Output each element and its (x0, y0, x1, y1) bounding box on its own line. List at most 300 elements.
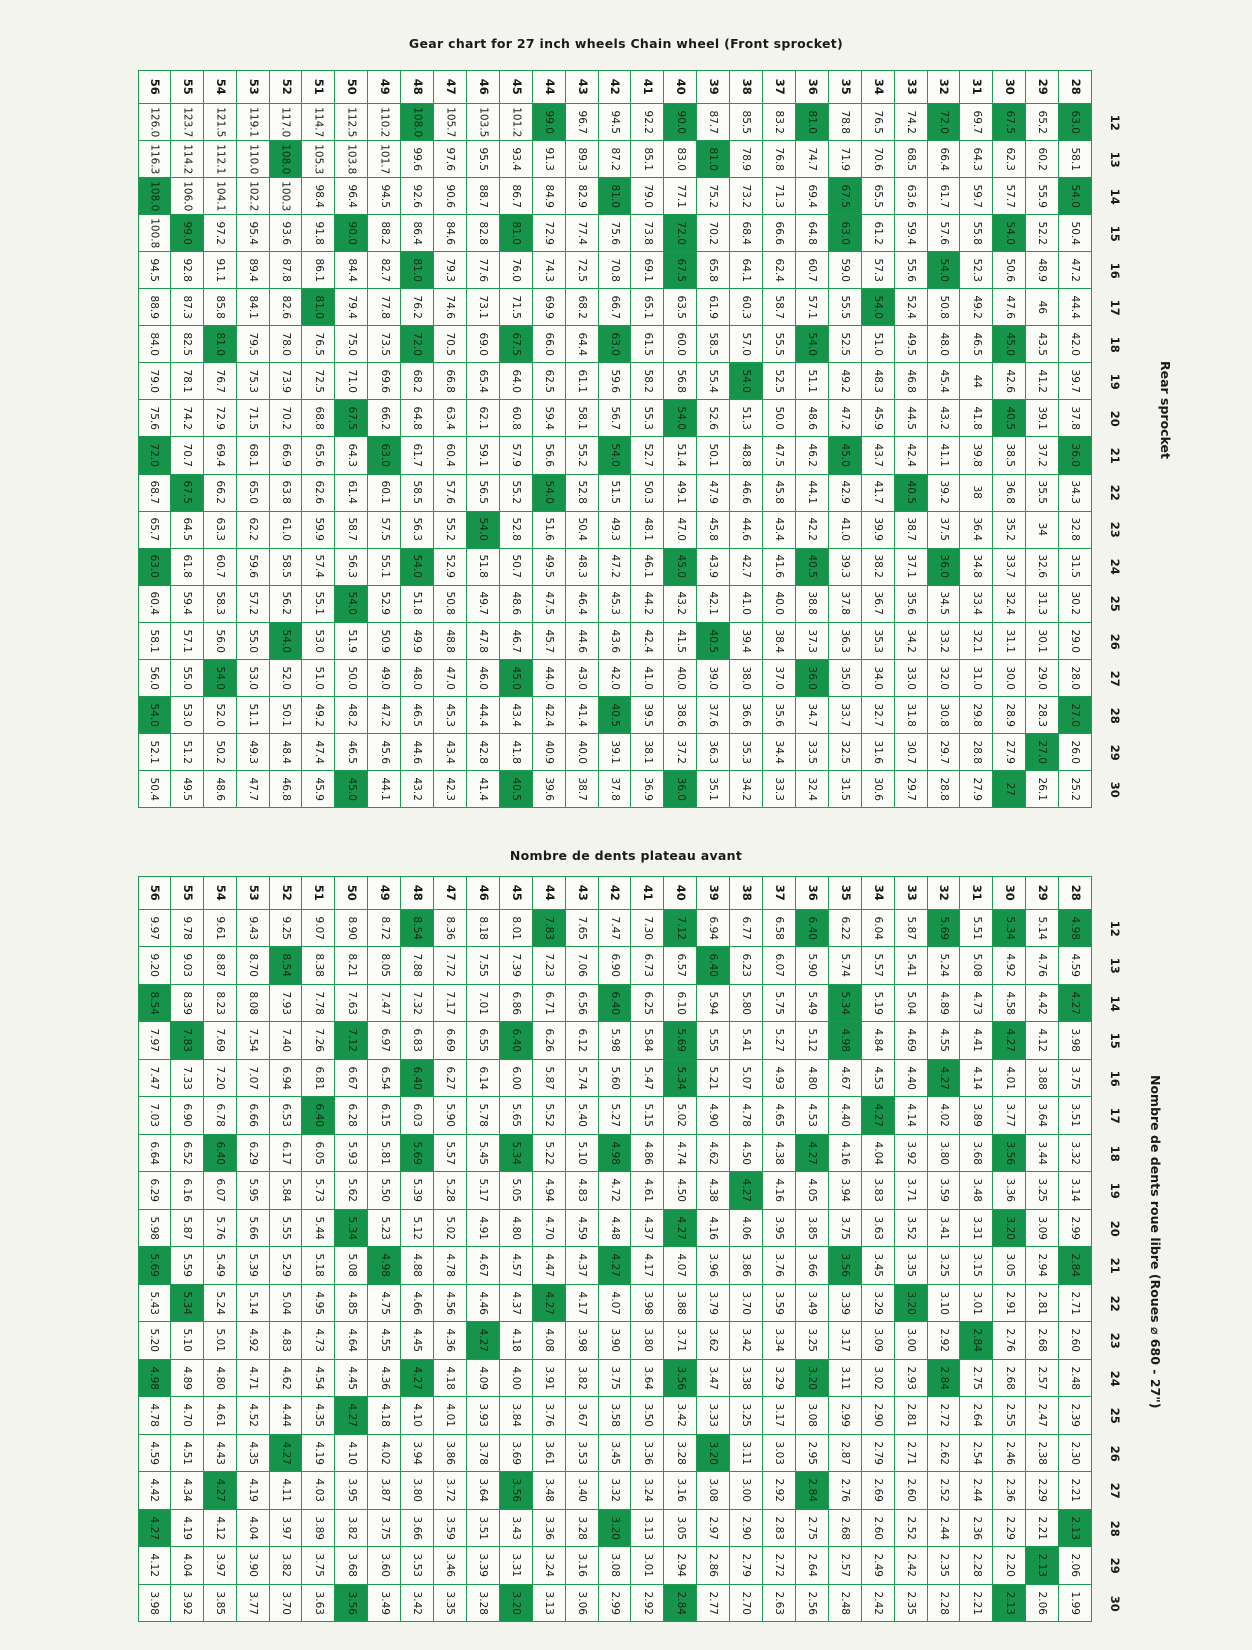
gear-value-cell-text: 82.5 (181, 332, 194, 357)
gear-value-cell (1026, 437, 1059, 474)
gear-value-cell-text: 102.2 (246, 181, 259, 212)
gear-value-cell-text: 76.0 (510, 258, 523, 282)
gear-value-cell-text: 51.0 (871, 332, 884, 357)
gear-value-cell (862, 697, 895, 734)
rear-teeth-label (1092, 1022, 1136, 1059)
gear-value-cell (171, 1172, 204, 1209)
gear-value-cell (730, 1247, 763, 1284)
gear-value-cell-text: 39.1 (608, 740, 621, 764)
gear-value-cell (664, 1585, 697, 1622)
gear-value-cell-text: 4.98 (378, 1253, 391, 1278)
gear-value-cell-text: 50.8 (937, 295, 950, 319)
gear-value-cell-text: 2.29 (1003, 1516, 1016, 1540)
gear-value-cell (599, 586, 632, 623)
gear-value-cell (730, 400, 763, 437)
gear-value-cell-text: 86.4 (411, 221, 424, 245)
gear-value-cell-text: 5.51 (970, 916, 983, 940)
gear-value-cell-text: 52.0 (213, 703, 226, 727)
gear-value-cell-text: 4.02 (378, 1441, 391, 1465)
gear-value-cell (138, 178, 171, 215)
gear-value-cell (928, 289, 961, 326)
gear-value-cell-text: 50.6 (1003, 258, 1016, 282)
gear-value-cell-text: 41.5 (674, 629, 687, 653)
gear-value-cell-text: 5.14 (246, 1291, 259, 1315)
gear-value-cell-text: 29.0 (1069, 629, 1082, 653)
gear-value-cell-text: 2.56 (806, 1591, 819, 1615)
gear-value-cell (730, 215, 763, 252)
gear-value-cell (829, 326, 862, 363)
gear-value-cell-text: 4.27 (411, 1366, 424, 1390)
gear-value-cell-text: 3.32 (608, 1478, 621, 1503)
gear-value-cell (763, 1360, 796, 1397)
gear-value-cell (960, 104, 993, 141)
gear-value-cell-text: 3.20 (608, 1516, 621, 1540)
gear-value-cell-text: 97.6 (444, 147, 457, 171)
gear-value-cell-text: 3.11 (740, 1441, 753, 1465)
gear-value-cell (467, 252, 500, 289)
gear-value-cell-text: 6.12 (575, 1028, 588, 1053)
gear-value-cell (599, 1172, 632, 1209)
gear-value-cell (302, 326, 335, 363)
gear-value-cell-text: 73.2 (740, 184, 753, 208)
front-teeth-header-text: 52 (279, 884, 294, 901)
gear-value-cell (270, 1247, 303, 1284)
gear-value-cell-text: 38.8 (806, 591, 819, 616)
gear-value-cell-text: 3.71 (904, 1178, 917, 1203)
gear-value-cell-text: 81.0 (608, 184, 621, 208)
gear-value-cell (895, 697, 928, 734)
gear-value-cell-text: 59.4 (904, 221, 917, 245)
gear-value-cell (796, 1397, 829, 1434)
gear-value-cell (631, 985, 664, 1022)
gear-value-cell-text: 4.18 (444, 1366, 457, 1390)
front-teeth-header-text: 55 (180, 884, 195, 901)
gear-value-cell (730, 1547, 763, 1584)
gear-value-cell (401, 1135, 434, 1172)
gear-value-cell-text: 3.85 (213, 1591, 226, 1615)
gear-value-cell (960, 771, 993, 808)
gear-value-cell (533, 437, 566, 474)
gear-value-cell-text: 52.3 (970, 258, 983, 282)
gear-value-cell-text: 4.50 (674, 1178, 687, 1203)
gear-value-cell (204, 697, 237, 734)
gear-value-cell-text: 6.40 (806, 916, 819, 940)
gear-value-cell-text: 5.19 (871, 991, 884, 1015)
gear-value-cell (829, 178, 862, 215)
gear-value-cell-text: 4.71 (246, 1366, 259, 1390)
gear-value-cell (138, 141, 171, 178)
gear-value-cell-text: 30.8 (937, 703, 950, 727)
gear-value-cell-text: 55.4 (707, 369, 720, 394)
gear-value-cell-text: 31.5 (839, 777, 852, 801)
gear-value-cell (895, 289, 928, 326)
gear-value-cell-text: 4.27 (806, 1141, 819, 1165)
gear-value-cell-text: 47.9 (707, 480, 720, 505)
gear-value-cell-text: 57.3 (871, 258, 884, 282)
gear-value-cell-text: 3.60 (378, 1553, 391, 1577)
gear-value-cell-text: 3.45 (871, 1253, 884, 1278)
gear-value-cell-text: 45.9 (871, 406, 884, 431)
gear-value-cell (566, 400, 599, 437)
gear-value-cell-text: 4.98 (1069, 916, 1082, 940)
front-teeth-header (401, 876, 434, 910)
gear-value-cell-text: 50.2 (213, 740, 226, 764)
gear-value-cell (1026, 1210, 1059, 1247)
gear-value-cell-text: 32.5 (839, 740, 852, 764)
gear-value-cell (401, 1360, 434, 1397)
gear-value-cell (730, 475, 763, 512)
gear-value-cell (1026, 141, 1059, 178)
gear-value-cell (1059, 586, 1092, 623)
gear-value-cell-text: 3.14 (1069, 1178, 1082, 1203)
gear-value-cell (895, 660, 928, 697)
gear-value-cell (237, 586, 270, 623)
gear-value-cell (1059, 1022, 1092, 1059)
gear-value-cell-text: 56.2 (279, 591, 292, 616)
gear-value-cell-text: 6.10 (674, 991, 687, 1015)
gear-value-cell (763, 586, 796, 623)
front-teeth-header-text: 28 (1068, 78, 1083, 95)
gear-value-cell (960, 947, 993, 984)
gear-value-cell (829, 1135, 862, 1172)
gear-value-cell-text: 4.34 (181, 1478, 194, 1503)
gear-value-cell-text: 71.5 (246, 406, 259, 431)
gear-value-cell (204, 910, 237, 947)
rear-teeth-label-text: 14 (1107, 188, 1122, 205)
gear-value-cell-text: 81.0 (806, 110, 819, 134)
gear-value-cell-text: 43.4 (510, 703, 523, 727)
gear-value-cell-text: 6.86 (510, 991, 523, 1015)
gear-value-cell (302, 1210, 335, 1247)
gear-value-cell-text: 53.0 (312, 629, 325, 653)
gear-value-cell-text: 4.27 (1069, 991, 1082, 1015)
front-teeth-header-text: 30 (1002, 884, 1017, 901)
gear-value-cell-text: 52.4 (904, 295, 917, 319)
front-teeth-header-text: 39 (706, 884, 721, 901)
gear-value-cell (171, 1397, 204, 1434)
gear-value-cell-text: 3.48 (970, 1178, 983, 1203)
gear-value-cell-text: 4.36 (378, 1366, 391, 1390)
rear-teeth-label-text: 22 (1107, 1295, 1122, 1312)
gear-value-cell-text: 3.00 (904, 1328, 917, 1353)
front-teeth-header-text: 38 (739, 78, 754, 95)
gear-value-cell-text: 51.4 (674, 443, 687, 468)
gear-value-cell-text: 50.8 (444, 591, 457, 616)
front-teeth-header-text: 51 (312, 78, 327, 95)
gear-value-cell (566, 734, 599, 771)
gear-value-cell-text: 77.6 (477, 258, 490, 282)
gear-value-cell-text: 99.6 (411, 147, 424, 171)
gear-value-cell-text: 63.4 (444, 406, 457, 431)
gear-value-cell (302, 1547, 335, 1584)
gear-value-cell (862, 512, 895, 549)
gear-value-cell-text: 8.01 (510, 916, 523, 940)
gear-value-cell-text: 65.2 (1036, 110, 1049, 134)
gear-value-cell-text: 97.2 (213, 221, 226, 245)
gear-value-cell (763, 1322, 796, 1359)
gear-value-cell-text: 81.0 (707, 147, 720, 171)
gear-value-cell (467, 910, 500, 947)
gear-value-cell-text: 4.80 (510, 1216, 523, 1240)
gear-value-cell-text: 63.0 (608, 332, 621, 357)
gear-value-cell (763, 1135, 796, 1172)
gear-value-cell-text: 64.0 (510, 369, 523, 394)
gear-value-cell-text: 4.16 (839, 1141, 852, 1165)
gear-value-cell (631, 252, 664, 289)
gear-value-cell-text: 37.8 (608, 777, 621, 801)
gear-value-cell (204, 215, 237, 252)
gear-value-cell-text: 66.6 (773, 221, 786, 245)
rear-teeth-label (1092, 1585, 1136, 1622)
gear-value-cell (237, 1210, 270, 1247)
gear-value-cell-text: 58.5 (279, 554, 292, 579)
gear-value-cell-text: 50.4 (575, 517, 588, 542)
gear-value-cell-text: 83.2 (773, 110, 786, 134)
gear-value-cell (368, 734, 401, 771)
gear-value-cell-text: 3.42 (740, 1328, 753, 1353)
gear-value-cell (171, 910, 204, 947)
gear-value-cell (928, 1135, 961, 1172)
gear-value-cell-text: 46.7 (510, 629, 523, 653)
gear-value-cell-text: 4.84 (871, 1028, 884, 1053)
gear-value-cell (862, 947, 895, 984)
gear-value-cell (533, 910, 566, 947)
gear-value-cell-text: 39.5 (641, 703, 654, 727)
gear-value-cell-text: 2.84 (674, 1591, 687, 1615)
gear-value-cell (368, 104, 401, 141)
gear-value-cell (829, 104, 862, 141)
gear-value-cell-text: 2.81 (904, 1403, 917, 1428)
gear-value-cell-text: 33.2 (937, 629, 950, 653)
gear-value-cell (467, 623, 500, 660)
gear-value-cell (368, 1210, 401, 1247)
gear-value-cell-text: 2.44 (970, 1478, 983, 1503)
gear-value-cell (631, 104, 664, 141)
gear-value-cell-text: 40.5 (904, 480, 917, 505)
gear-value-cell (763, 252, 796, 289)
gear-value-cell-text: 3.42 (674, 1403, 687, 1428)
gear-value-cell (500, 947, 533, 984)
rear-teeth-label (1092, 215, 1136, 252)
gear-value-cell (993, 1210, 1026, 1247)
gear-value-cell-text: 37.2 (674, 740, 687, 764)
gear-value-cell (928, 947, 961, 984)
front-teeth-header (599, 70, 632, 104)
gear-value-cell (533, 104, 566, 141)
gear-value-cell (434, 1397, 467, 1434)
gear-value-cell-text: 5.74 (575, 1066, 588, 1090)
gear-value-cell-text: 47.6 (1003, 295, 1016, 319)
gear-value-cell-text: 47.2 (839, 406, 852, 431)
gear-value-cell-text: 49.7 (477, 591, 490, 616)
gear-value-cell (335, 400, 368, 437)
gear-value-cell (401, 586, 434, 623)
gear-value-cell-text: 82.8 (477, 221, 490, 245)
gear-value-cell (138, 215, 171, 252)
gear-value-cell-text: 6.90 (181, 1103, 194, 1128)
rear-teeth-label-text: 26 (1107, 633, 1122, 650)
gear-value-cell (763, 400, 796, 437)
gear-value-cell-text: 3.77 (1003, 1103, 1016, 1128)
gear-value-cell-text: 8.87 (213, 954, 226, 978)
gear-value-cell-text: 57.5 (378, 517, 391, 542)
gear-value-cell-text: 2.72 (937, 1403, 950, 1428)
gear-value-cell-text: 36.6 (740, 703, 753, 727)
gear-value-cell (796, 549, 829, 586)
gear-value-cell-text: 5.55 (279, 1216, 292, 1240)
front-teeth-header (467, 70, 500, 104)
gear-value-cell-text: 5.18 (312, 1253, 325, 1278)
gear-value-cell (270, 947, 303, 984)
gear-value-cell-text: 60.7 (213, 554, 226, 579)
gear-value-cell-text: 4.42 (148, 1478, 161, 1503)
gear-value-cell-text: 5.52 (542, 1103, 555, 1128)
gear-value-cell-text: 5.02 (444, 1216, 457, 1240)
rear-teeth-label-text: 28 (1107, 1520, 1122, 1537)
gear-value-cell-text: 4.38 (707, 1178, 720, 1203)
gear-value-cell (763, 1547, 796, 1584)
gear-value-cell (664, 1247, 697, 1284)
gear-value-cell-text: 3.75 (839, 1216, 852, 1240)
gear-value-cell-text: 2.95 (806, 1441, 819, 1465)
gear-value-cell-text: 3.71 (674, 1328, 687, 1353)
gear-value-cell (697, 400, 730, 437)
gear-value-cell (401, 104, 434, 141)
gear-value-cell-text: 75.3 (246, 369, 259, 394)
gear-value-cell-text: 6.77 (740, 916, 753, 940)
gear-value-cell-text: 8.38 (312, 954, 325, 978)
gear-value-cell (599, 734, 632, 771)
gear-value-cell (993, 178, 1026, 215)
gear-value-cell-text: 3.35 (444, 1591, 457, 1615)
gear-value-cell (1059, 1435, 1092, 1472)
gear-value-cell-text: 3.56 (510, 1478, 523, 1503)
gear-value-cell (763, 475, 796, 512)
gear-value-cell (500, 289, 533, 326)
gear-value-cell (1059, 1360, 1092, 1397)
gear-value-cell (599, 104, 632, 141)
gear-value-cell-text: 36.8 (1003, 480, 1016, 505)
gear-value-cell-text: 61.9 (707, 295, 720, 319)
gear-value-cell-text: 52.6 (707, 406, 720, 431)
gear-value-cell (1026, 1547, 1059, 1584)
gear-value-cell-text: 56.6 (542, 443, 555, 468)
gear-value-cell-text: 8.54 (148, 991, 161, 1015)
gear-value-cell (993, 1247, 1026, 1284)
gear-value-cell (467, 289, 500, 326)
gear-value-cell-text: 30.7 (904, 740, 917, 764)
gear-value-cell (796, 1135, 829, 1172)
gear-value-cell (204, 1435, 237, 1472)
gear-value-cell-text: 96.4 (345, 184, 358, 208)
gear-value-cell-text: 47.0 (674, 517, 687, 542)
gear-value-cell-text: 30.1 (1036, 629, 1049, 653)
gear-value-cell (467, 586, 500, 623)
gear-value-cell-text: 4.00 (510, 1366, 523, 1390)
gear-value-cell (500, 400, 533, 437)
gear-value-cell-text: 3.28 (575, 1516, 588, 1540)
gear-value-cell (960, 1472, 993, 1509)
gear-value-cell (960, 512, 993, 549)
gear-value-cell (533, 1022, 566, 1059)
gear-value-cell (697, 1135, 730, 1172)
gear-value-cell (829, 1360, 862, 1397)
gear-value-cell-text: 49.1 (674, 480, 687, 505)
front-teeth-header-text: 37 (772, 884, 787, 901)
front-teeth-header (730, 70, 763, 104)
gear-value-cell (599, 1285, 632, 1322)
gear-value-cell-text: 6.05 (312, 1141, 325, 1165)
gear-value-cell-text: 7.47 (378, 991, 391, 1015)
gear-value-cell-text: 66.9 (279, 443, 292, 468)
gear-value-cell (500, 1247, 533, 1284)
front-teeth-header-text: 49 (377, 78, 392, 95)
gear-value-cell (566, 910, 599, 947)
gear-value-cell (993, 1360, 1026, 1397)
gear-value-cell (302, 363, 335, 400)
gear-value-cell-text: 6.67 (345, 1066, 358, 1090)
gear-value-cell (368, 1510, 401, 1547)
gear-value-cell-text: 57.6 (444, 480, 457, 505)
gear-value-cell (138, 549, 171, 586)
gear-value-cell-text: 3.05 (1003, 1253, 1016, 1278)
gear-value-cell (796, 252, 829, 289)
gear-value-cell (434, 1022, 467, 1059)
gear-value-cell (631, 512, 664, 549)
gear-value-cell (960, 1360, 993, 1397)
gear-value-cell-text: 4.59 (148, 1441, 161, 1465)
gear-value-cell-text: 4.18 (378, 1403, 391, 1428)
gear-value-cell-text: 5.73 (312, 1178, 325, 1203)
gear-value-cell-text: 5.07 (740, 1066, 753, 1090)
gear-value-cell (237, 1585, 270, 1622)
gear-value-cell (500, 141, 533, 178)
gear-value-cell-text: 3.09 (871, 1328, 884, 1353)
gear-value-cell-text: 63.3 (213, 517, 226, 542)
gear-value-cell-text: 3.24 (641, 1478, 654, 1503)
gear-value-cell (467, 437, 500, 474)
gear-value-cell-text: 6.40 (411, 1066, 424, 1090)
gear-value-cell (302, 1397, 335, 1434)
gear-value-cell-text: 2.76 (1003, 1328, 1016, 1353)
gear-value-cell (434, 985, 467, 1022)
gear-value-cell-text: 99.0 (181, 221, 194, 245)
gear-value-cell-text: 64.8 (806, 221, 819, 245)
gear-value-cell-text: 2.60 (904, 1478, 917, 1503)
front-teeth-header-text: 35 (838, 884, 853, 901)
gear-value-cell (434, 910, 467, 947)
gear-value-cell (368, 1135, 401, 1172)
gear-value-cell (533, 623, 566, 660)
gear-value-cell-text: 3.39 (839, 1291, 852, 1315)
gear-value-cell (270, 1585, 303, 1622)
gear-value-cell-text: 45.3 (444, 703, 457, 727)
gear-value-cell-text: 93.4 (510, 147, 523, 171)
gear-value-cell (796, 141, 829, 178)
gear-value-cell (993, 771, 1026, 808)
gear-value-cell-text: 52.1 (148, 740, 161, 764)
gear-value-cell (763, 512, 796, 549)
gear-value-cell-text: 3.25 (1036, 1178, 1049, 1203)
gear-value-cell (829, 660, 862, 697)
gear-value-cell-text: 7.01 (477, 991, 490, 1015)
gear-value-cell-text: 3.98 (1069, 1028, 1082, 1053)
gear-value-cell (138, 1097, 171, 1134)
gear-value-cell (960, 734, 993, 771)
gear-value-cell (730, 985, 763, 1022)
gear-value-cell-text: 47.7 (246, 777, 259, 801)
gear-value-cell-text: 3.64 (477, 1478, 490, 1503)
